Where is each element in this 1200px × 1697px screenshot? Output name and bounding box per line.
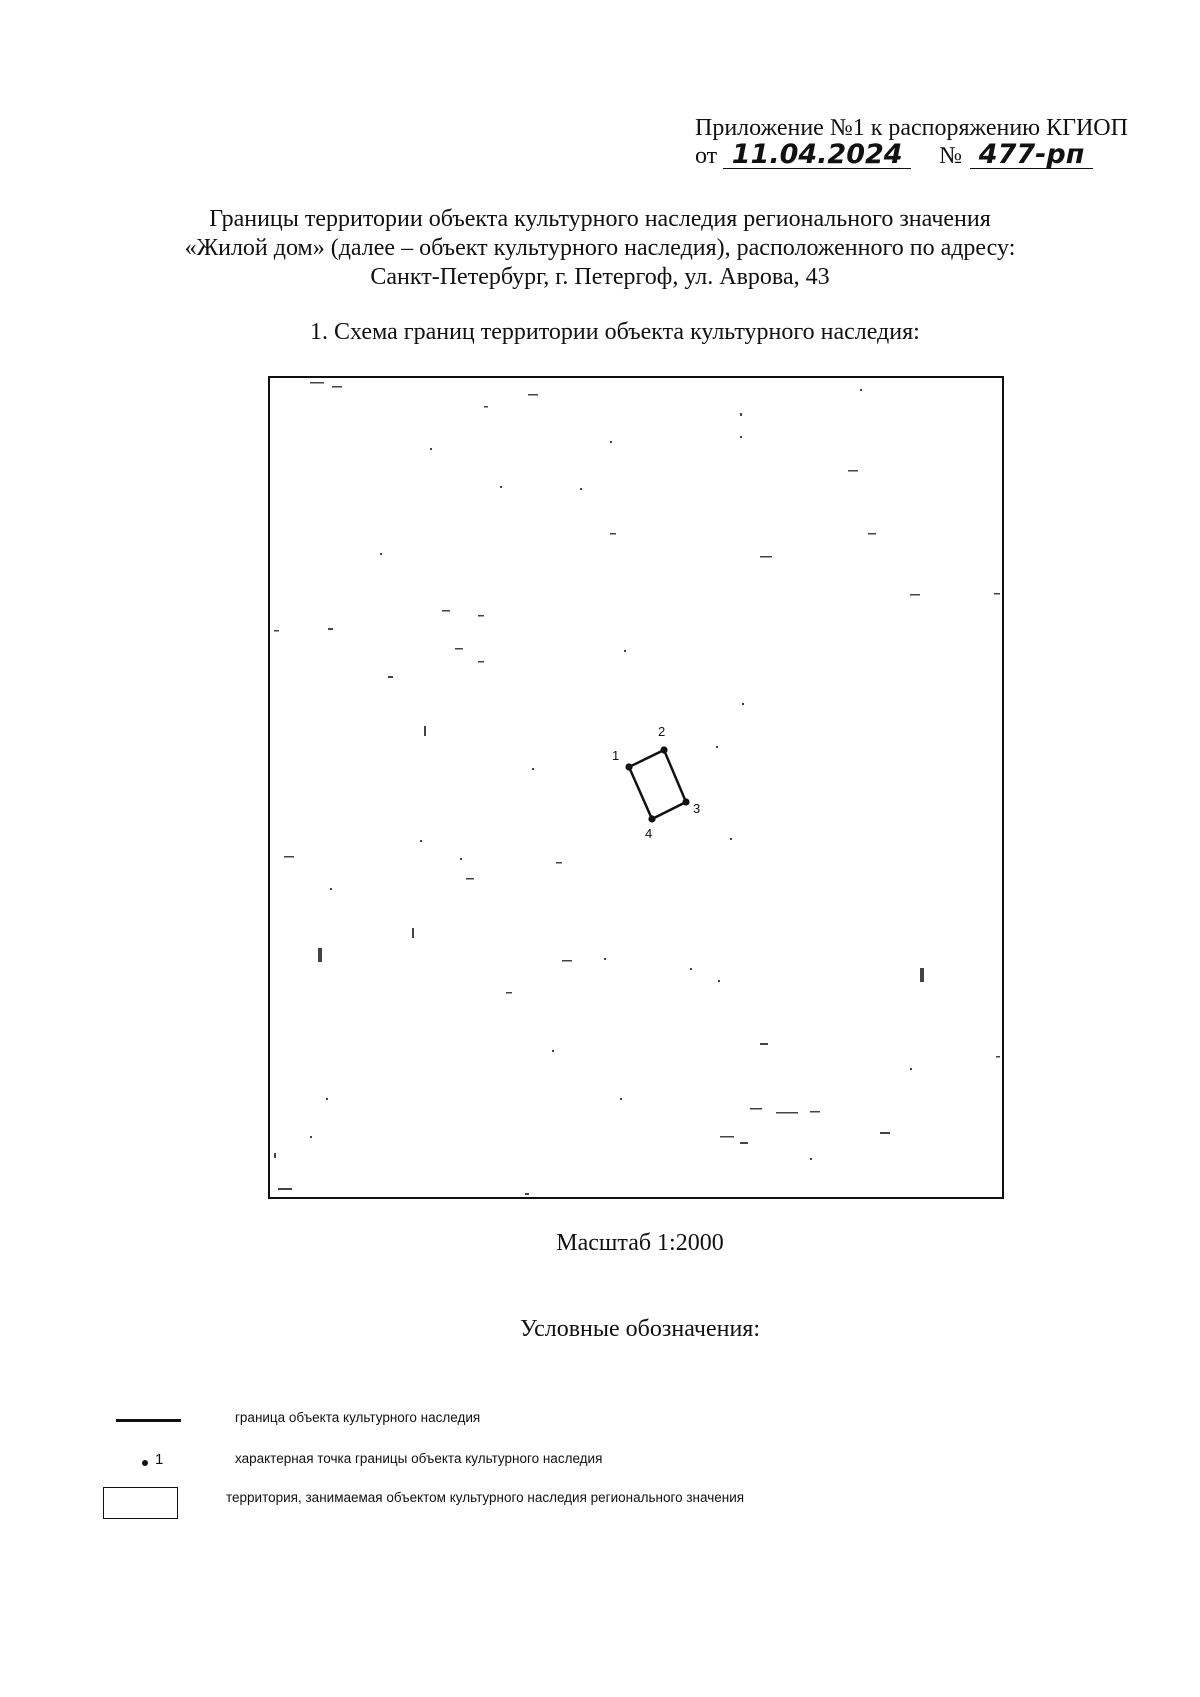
boundary-polyline [629,750,686,819]
title-line-3: Санкт-Петербург, г. Петергоф, ул. Аврова, 43 [370,264,830,290]
point-symbol-icon [142,1460,148,1466]
map-canvas [270,378,1002,1197]
boundary-line-symbol [116,1419,181,1422]
legend-item-territory [0,1487,1200,1517]
appendix-title: Приложение №1 к распоряжению КГИОП [695,115,1128,141]
legend-item-point [0,1447,1200,1477]
appendix-header [695,114,1135,170]
territory-area-symbol [103,1487,178,1519]
point-symbol-label: 1 [155,1451,164,1468]
title-line-2: «Жилой дом» (далее – объект культурного наследия), расположенного по адресу: [184,235,1016,261]
point-label-3: 3 [693,801,701,816]
section-heading: 1. Схема границ территории объекта культурного наследия: [310,319,920,345]
scan-noise [274,382,1000,1195]
order-number: 477-рп [970,142,1093,169]
point-label-4: 4 [645,826,653,841]
map-scale: Масштаб 1:2000 [556,1230,724,1256]
legend-text-point: характерная точка границы объекта культурного наследия [235,1451,603,1466]
point-label-1: 1 [612,748,620,763]
legend-item-boundary [0,1405,1200,1435]
boundary-map [268,376,1004,1199]
legend-title: Условные обозначения: [519,1316,761,1342]
from-label: от [695,143,718,169]
document-title [160,205,1040,292]
legend-text-boundary: граница объекта культурного наследия [235,1410,481,1425]
order-date: 11.04.2024 [723,142,911,169]
appendix-date-number [695,139,1135,170]
title-line-1: Границы территории объекта культурного наследия регионального значения [209,206,991,232]
number-sign: № [939,143,963,169]
legend-text-territory: территория, занимаемая объектом культурного наследия регионального значения [226,1490,745,1505]
point-label-2: 2 [658,724,666,739]
